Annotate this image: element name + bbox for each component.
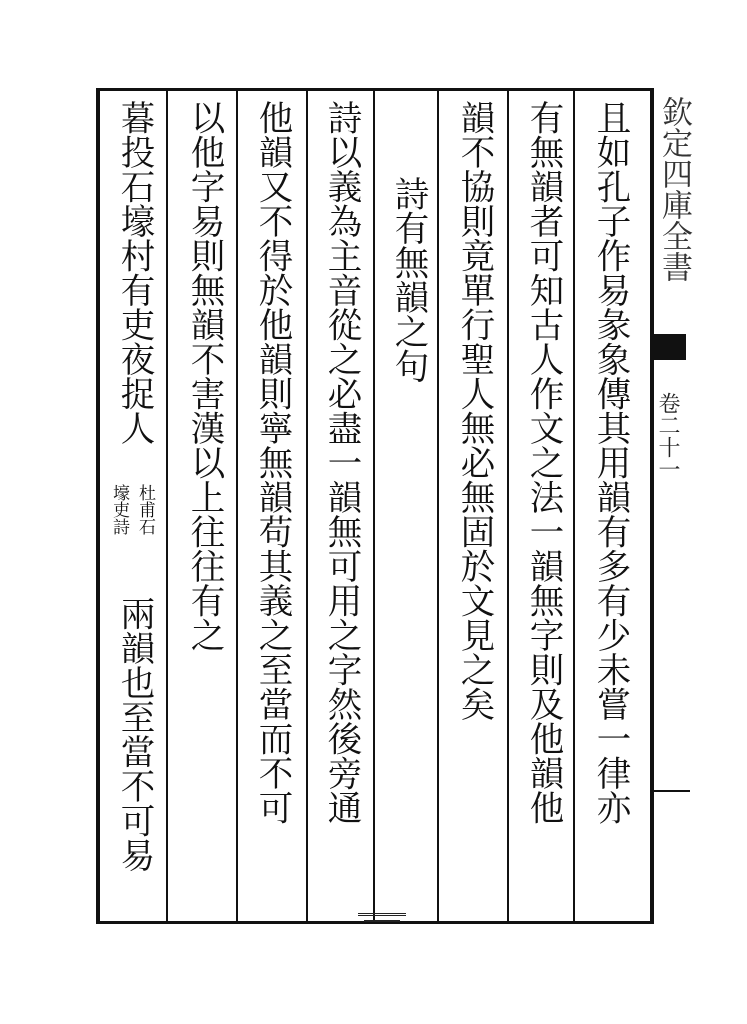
bottom-ornament	[358, 913, 406, 916]
book-title: 欽定四庫全書	[656, 96, 692, 282]
section-heading: 詩有無韻之句	[388, 176, 428, 383]
note-right: 杜甫石	[135, 484, 155, 535]
note-left: 壕吏詩	[109, 484, 129, 535]
margin-divider	[650, 790, 690, 792]
column-rule	[573, 88, 575, 924]
text-column-2: 有無韻者可知古人作文之法一韻無字則及他韻他	[523, 100, 563, 825]
column-rule	[507, 88, 509, 924]
text-column-7: 以他字易則無韻不害漢以上往往有之	[184, 100, 224, 652]
text-column-6: 他韻又不得於他韻則寧無韻苟其義之至當而不可	[252, 100, 292, 825]
fishtail-mark	[650, 334, 686, 360]
column-rule	[166, 88, 168, 924]
interlinear-note	[100, 484, 162, 604]
volume-label: 卷二十一	[655, 392, 680, 480]
column-rule	[373, 88, 375, 924]
text-column-8-continued: 兩韻也至當不可易	[114, 596, 154, 872]
text-column-1: 且如孔子作易彖象傳其用韻有多有少未嘗一律亦	[590, 100, 630, 825]
bottom-ornament	[364, 920, 400, 922]
column-rule	[236, 88, 238, 924]
column-rule	[437, 88, 439, 924]
text-column-3: 韻不協則竟單行聖人無必無固於文見之矣	[454, 100, 494, 721]
column-rule	[306, 88, 308, 924]
text-column-8: 暮投石壕村有吏夜捉人	[114, 100, 154, 445]
text-column-5: 詩以義為主音從之必盡一韻無可用之字然後旁通	[321, 100, 361, 825]
